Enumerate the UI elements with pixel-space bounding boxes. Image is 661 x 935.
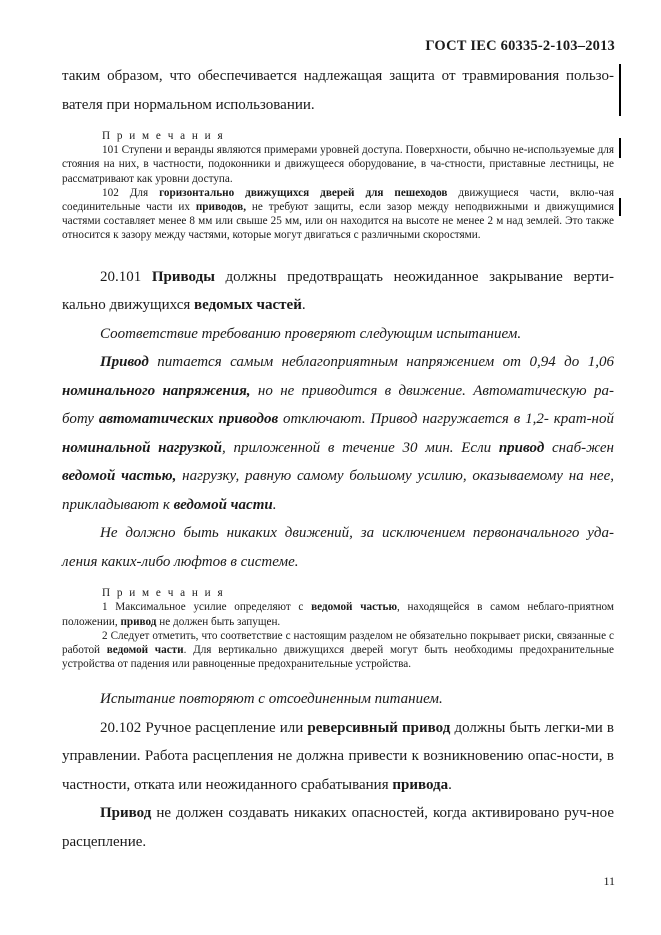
clause-20-101: 20.101 Приводы должны предотвращать неожиданное закрывание верти-кально движущихся ведомых частей. [62, 268, 615, 314]
change-bar [619, 198, 621, 216]
change-bar [619, 64, 621, 116]
note-2: 2 Следует отметить, что соответствие с настоящим разделом не обязательно покрывает риски, связанные с работой ведомой части. Для вертикально движущихся дверей могут быть необходимы предохранительные устройства от падения или равноценные предохранительные устройства. [62, 629, 614, 671]
test-procedure: Привод питается самым неблагоприятным напряжением от 0,94 до 1,06 номинального напряжения, но не приводится в движение. Автоматическую ра-боту автоматических приводов отключают. Привод нагружается в 1,2- крат-ной номинальной нагрузкой, приложенной в течение 30 мин. Если привод снаб-жен ведомой частью, нагрузку, равную самому большому усилию, оказываемому на нее, прикладывают к ведомой части. [62, 354, 615, 513]
note-1: 1 Максимальное усилие определяют с ведомой частью, находящейся в самом неблаго-приятном положении, привод не должен быть запущен. [62, 601, 615, 628]
notes-title-2: П р и м е ч а н и я [102, 587, 225, 600]
page-number: 11 [603, 874, 615, 888]
repeat-test: Испытание повторяют с отсоединенным питанием. [100, 691, 443, 708]
paragraph-continuation: таким образом, что обеспечивается надлежащая защита от травмирования пользо-вателя при нормальном использовании. [62, 68, 614, 113]
change-bar [619, 138, 621, 158]
note-101: 101 Ступени и веранды являются примерами уровней доступа. Поверхности, обычно не-используемые для стояния на них, в частности, подоконники и движущееся оборудование, в ча-стности, приставные лестницы, не рассматривают как уровни доступа. [62, 144, 614, 185]
clause-20-102: 20.102 Ручное расцепление или реверсивный привод должны быть легки-ми в управлении. Работа расцепления не должна привести к возникновению опас-ности, в частности, отката или неожиданного срабатывания привода. [62, 719, 615, 793]
last-paragraph: Привод не должен создавать никаких опасностей, когда активировано руч-ное расцепление. [62, 805, 614, 850]
page-content [62, 62, 614, 856]
compliance-statement: Соответствие требованию проверяют следующим испытанием. [100, 325, 522, 342]
document-header: ГОСТ IEC 60335-2-103–2013 [425, 38, 615, 54]
notes-title: П р и м е ч а н и я [102, 130, 225, 142]
no-movement-requirement: Не должно быть никаких движений, за исключением первоначального уда-ления каких-либо люфтов в системе. [62, 525, 614, 570]
note-102: 102 Для горизонтально движущихся дверей для пешеходов движущиеся части, вклю-чая соединительные части их приводов, не требуют защиты, если зазор между неподвижными и движущимися частями составляет менее 8 мм или свыше 25 мм, или он находится на высоте не менее 2 м над землей. Это также относится к зазору между частями, которые могут двигаться с различными скоростями. [62, 186, 614, 242]
